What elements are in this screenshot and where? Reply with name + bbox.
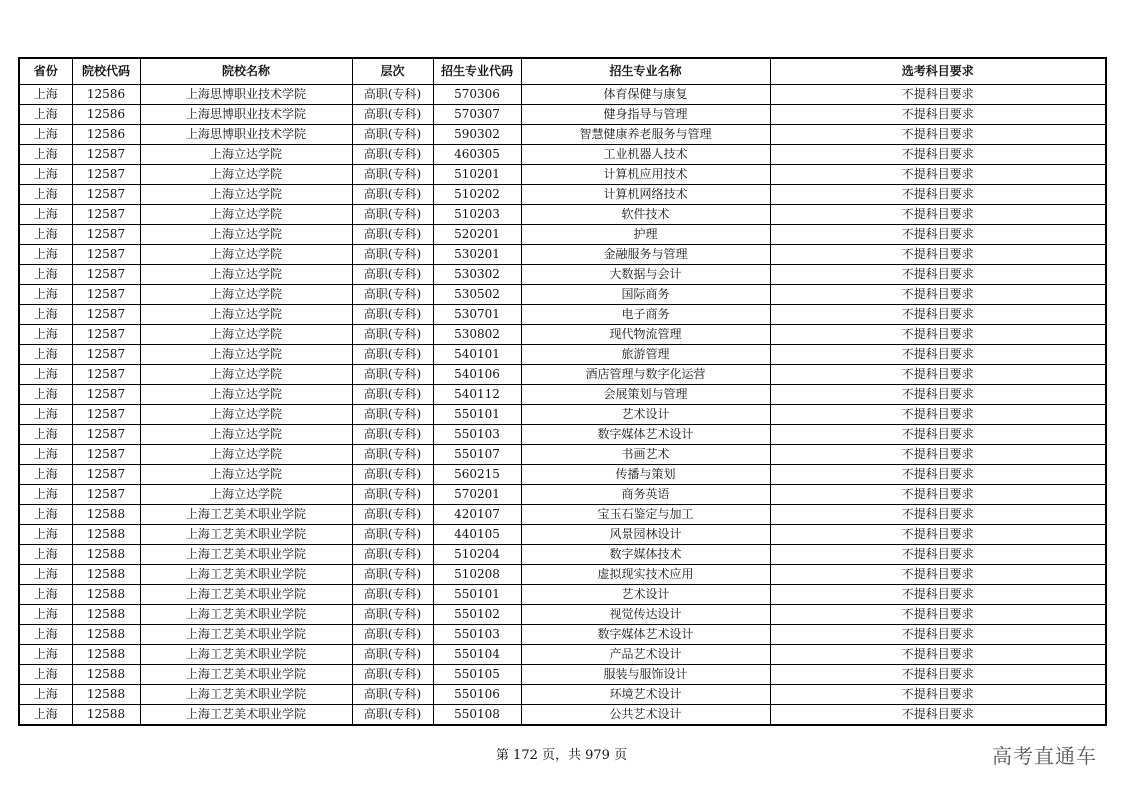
level-cell: 高职(专科) bbox=[352, 105, 433, 125]
watermark-logo: 高考直通车 bbox=[992, 744, 1097, 768]
major-code-cell: 520201 bbox=[433, 225, 521, 245]
table-row bbox=[19, 425, 1106, 445]
table-row bbox=[19, 405, 1106, 425]
major-name-cell: 金融服务与管理 bbox=[521, 245, 770, 265]
subject-requirement-cell: 不提科目要求 bbox=[770, 465, 1106, 485]
major-code-cell: 510204 bbox=[433, 545, 521, 565]
province-cell: 上海 bbox=[19, 345, 72, 365]
school-name-cell: 上海立达学院 bbox=[140, 325, 352, 345]
school-name-cell: 上海立达学院 bbox=[140, 305, 352, 325]
school-name-cell: 上海立达学院 bbox=[140, 185, 352, 205]
province-cell: 上海 bbox=[19, 205, 72, 225]
header-level: 层次 bbox=[352, 58, 433, 85]
school-name-cell: 上海立达学院 bbox=[140, 245, 352, 265]
level-cell: 高职(专科) bbox=[352, 665, 433, 685]
school-code-cell: 12587 bbox=[72, 145, 140, 165]
subject-requirement-cell: 不提科目要求 bbox=[770, 325, 1106, 345]
province-cell: 上海 bbox=[19, 485, 72, 505]
major-code-cell: 460305 bbox=[433, 145, 521, 165]
school-code-cell: 12587 bbox=[72, 245, 140, 265]
major-name-cell: 国际商务 bbox=[521, 285, 770, 305]
level-cell: 高职(专科) bbox=[352, 405, 433, 425]
province-cell: 上海 bbox=[19, 505, 72, 525]
table-row bbox=[19, 505, 1106, 525]
province-cell: 上海 bbox=[19, 305, 72, 325]
major-code-cell: 510201 bbox=[433, 165, 521, 185]
level-cell: 高职(专科) bbox=[352, 645, 433, 665]
school-code-cell: 12587 bbox=[72, 385, 140, 405]
major-code-cell: 570307 bbox=[433, 105, 521, 125]
major-name-cell: 体育保健与康复 bbox=[521, 85, 770, 105]
school-code-cell: 12587 bbox=[72, 485, 140, 505]
school-name-cell: 上海立达学院 bbox=[140, 205, 352, 225]
level-cell: 高职(专科) bbox=[352, 445, 433, 465]
subject-requirement-cell: 不提科目要求 bbox=[770, 385, 1106, 405]
level-cell: 高职(专科) bbox=[352, 245, 433, 265]
subject-requirement-cell: 不提科目要求 bbox=[770, 305, 1106, 325]
table-row bbox=[19, 565, 1106, 585]
header-school-name: 院校名称 bbox=[140, 58, 352, 85]
table-row bbox=[19, 245, 1106, 265]
school-code-cell: 12587 bbox=[72, 465, 140, 485]
table-row bbox=[19, 345, 1106, 365]
school-code-cell: 12587 bbox=[72, 325, 140, 345]
school-name-cell: 上海工艺美术职业学院 bbox=[140, 645, 352, 665]
major-name-cell: 产品艺术设计 bbox=[521, 645, 770, 665]
province-cell: 上海 bbox=[19, 565, 72, 585]
major-code-cell: 540106 bbox=[433, 365, 521, 385]
level-cell: 高职(专科) bbox=[352, 225, 433, 245]
school-code-cell: 12588 bbox=[72, 585, 140, 605]
major-name-cell: 数字媒体技术 bbox=[521, 545, 770, 565]
major-code-cell: 510202 bbox=[433, 185, 521, 205]
level-cell: 高职(专科) bbox=[352, 485, 433, 505]
subject-requirement-cell: 不提科目要求 bbox=[770, 265, 1106, 285]
major-name-cell: 工业机器人技术 bbox=[521, 145, 770, 165]
school-name-cell: 上海立达学院 bbox=[140, 385, 352, 405]
major-name-cell: 旅游管理 bbox=[521, 345, 770, 365]
school-code-cell: 12586 bbox=[72, 105, 140, 125]
major-code-cell: 550103 bbox=[433, 625, 521, 645]
major-code-cell: 570306 bbox=[433, 85, 521, 105]
table-row bbox=[19, 445, 1106, 465]
subject-requirement-cell: 不提科目要求 bbox=[770, 105, 1106, 125]
province-cell: 上海 bbox=[19, 105, 72, 125]
subject-requirement-cell: 不提科目要求 bbox=[770, 645, 1106, 665]
major-name-cell: 虚拟现实技术应用 bbox=[521, 565, 770, 585]
subject-requirement-cell: 不提科目要求 bbox=[770, 445, 1106, 465]
table-row bbox=[19, 265, 1106, 285]
major-name-cell: 计算机网络技术 bbox=[521, 185, 770, 205]
province-cell: 上海 bbox=[19, 525, 72, 545]
province-cell: 上海 bbox=[19, 285, 72, 305]
major-name-cell: 数字媒体艺术设计 bbox=[521, 425, 770, 445]
school-name-cell: 上海工艺美术职业学院 bbox=[140, 625, 352, 645]
school-code-cell: 12586 bbox=[72, 85, 140, 105]
table-row bbox=[19, 625, 1106, 645]
major-code-cell: 420107 bbox=[433, 505, 521, 525]
table-row bbox=[19, 165, 1106, 185]
level-cell: 高职(专科) bbox=[352, 385, 433, 405]
page-number: 第 172 页，共 979 页 bbox=[495, 748, 628, 763]
major-code-cell: 530701 bbox=[433, 305, 521, 325]
major-name-cell: 服装与服饰设计 bbox=[521, 665, 770, 685]
major-name-cell: 电子商务 bbox=[521, 305, 770, 325]
school-name-cell: 上海思博职业技术学院 bbox=[140, 125, 352, 145]
province-cell: 上海 bbox=[19, 685, 72, 705]
school-code-cell: 12588 bbox=[72, 625, 140, 645]
province-cell: 上海 bbox=[19, 365, 72, 385]
province-cell: 上海 bbox=[19, 645, 72, 665]
province-cell: 上海 bbox=[19, 605, 72, 625]
major-name-cell: 数字媒体艺术设计 bbox=[521, 625, 770, 645]
school-code-cell: 12588 bbox=[72, 705, 140, 726]
school-name-cell: 上海立达学院 bbox=[140, 265, 352, 285]
major-code-cell: 510203 bbox=[433, 205, 521, 225]
school-code-cell: 12588 bbox=[72, 505, 140, 525]
level-cell: 高职(专科) bbox=[352, 345, 433, 365]
province-cell: 上海 bbox=[19, 545, 72, 565]
table-header-row bbox=[19, 58, 1106, 85]
major-name-cell: 环境艺术设计 bbox=[521, 685, 770, 705]
level-cell: 高职(专科) bbox=[352, 425, 433, 445]
level-cell: 高职(专科) bbox=[352, 545, 433, 565]
table-row bbox=[19, 525, 1106, 545]
level-cell: 高职(专科) bbox=[352, 505, 433, 525]
subject-requirement-cell: 不提科目要求 bbox=[770, 685, 1106, 705]
province-cell: 上海 bbox=[19, 425, 72, 445]
subject-requirement-cell: 不提科目要求 bbox=[770, 425, 1106, 445]
school-name-cell: 上海工艺美术职业学院 bbox=[140, 585, 352, 605]
subject-requirement-cell: 不提科目要求 bbox=[770, 365, 1106, 385]
school-code-cell: 12588 bbox=[72, 685, 140, 705]
major-name-cell: 艺术设计 bbox=[521, 585, 770, 605]
subject-requirement-cell: 不提科目要求 bbox=[770, 505, 1106, 525]
school-name-cell: 上海立达学院 bbox=[140, 465, 352, 485]
table-row bbox=[19, 325, 1106, 345]
school-code-cell: 12587 bbox=[72, 445, 140, 465]
level-cell: 高职(专科) bbox=[352, 125, 433, 145]
subject-requirement-cell: 不提科目要求 bbox=[770, 205, 1106, 225]
school-code-cell: 12587 bbox=[72, 265, 140, 285]
level-cell: 高职(专科) bbox=[352, 465, 433, 485]
major-name-cell: 视觉传达设计 bbox=[521, 605, 770, 625]
major-code-cell: 540101 bbox=[433, 345, 521, 365]
level-cell: 高职(专科) bbox=[352, 685, 433, 705]
major-code-cell: 550107 bbox=[433, 445, 521, 465]
table-row bbox=[19, 385, 1106, 405]
subject-requirement-cell: 不提科目要求 bbox=[770, 565, 1106, 585]
level-cell: 高职(专科) bbox=[352, 525, 433, 545]
school-name-cell: 上海工艺美术职业学院 bbox=[140, 545, 352, 565]
major-name-cell: 风景园林设计 bbox=[521, 525, 770, 545]
subject-requirement-cell: 不提科目要求 bbox=[770, 705, 1106, 726]
table-row bbox=[19, 205, 1106, 225]
major-code-cell: 510208 bbox=[433, 565, 521, 585]
school-code-cell: 12587 bbox=[72, 405, 140, 425]
province-cell: 上海 bbox=[19, 325, 72, 345]
table-row bbox=[19, 485, 1106, 505]
major-name-cell: 会展策划与管理 bbox=[521, 385, 770, 405]
subject-requirement-cell: 不提科目要求 bbox=[770, 605, 1106, 625]
table-body bbox=[19, 85, 1106, 726]
school-code-cell: 12587 bbox=[72, 345, 140, 365]
school-name-cell: 上海立达学院 bbox=[140, 285, 352, 305]
school-code-cell: 12588 bbox=[72, 525, 140, 545]
school-name-cell: 上海工艺美术职业学院 bbox=[140, 685, 352, 705]
school-name-cell: 上海工艺美术职业学院 bbox=[140, 705, 352, 726]
level-cell: 高职(专科) bbox=[352, 365, 433, 385]
subject-requirement-cell: 不提科目要求 bbox=[770, 545, 1106, 565]
province-cell: 上海 bbox=[19, 405, 72, 425]
table-row bbox=[19, 365, 1106, 385]
header-school-code: 院校代码 bbox=[72, 58, 140, 85]
school-code-cell: 12588 bbox=[72, 545, 140, 565]
subject-requirement-cell: 不提科目要求 bbox=[770, 125, 1106, 145]
school-name-cell: 上海思博职业技术学院 bbox=[140, 105, 352, 125]
major-code-cell: 550108 bbox=[433, 705, 521, 726]
subject-requirement-cell: 不提科目要求 bbox=[770, 145, 1106, 165]
school-name-cell: 上海立达学院 bbox=[140, 425, 352, 445]
level-cell: 高职(专科) bbox=[352, 325, 433, 345]
table-row bbox=[19, 705, 1106, 726]
province-cell: 上海 bbox=[19, 225, 72, 245]
school-code-cell: 12587 bbox=[72, 165, 140, 185]
school-code-cell: 12587 bbox=[72, 425, 140, 445]
province-cell: 上海 bbox=[19, 585, 72, 605]
enrollment-table bbox=[18, 57, 1107, 726]
school-name-cell: 上海工艺美术职业学院 bbox=[140, 665, 352, 685]
province-cell: 上海 bbox=[19, 265, 72, 285]
subject-requirement-cell: 不提科目要求 bbox=[770, 345, 1106, 365]
major-code-cell: 550101 bbox=[433, 585, 521, 605]
level-cell: 高职(专科) bbox=[352, 265, 433, 285]
table-row bbox=[19, 605, 1106, 625]
major-name-cell: 艺术设计 bbox=[521, 405, 770, 425]
subject-requirement-cell: 不提科目要求 bbox=[770, 245, 1106, 265]
table-row bbox=[19, 285, 1106, 305]
table-row bbox=[19, 145, 1106, 165]
major-code-cell: 550103 bbox=[433, 425, 521, 445]
major-code-cell: 540112 bbox=[433, 385, 521, 405]
header-major-code: 招生专业代码 bbox=[433, 58, 521, 85]
subject-requirement-cell: 不提科目要求 bbox=[770, 625, 1106, 645]
subject-requirement-cell: 不提科目要求 bbox=[770, 185, 1106, 205]
major-code-cell: 550104 bbox=[433, 645, 521, 665]
level-cell: 高职(专科) bbox=[352, 305, 433, 325]
major-name-cell: 软件技术 bbox=[521, 205, 770, 225]
major-code-cell: 440105 bbox=[433, 525, 521, 545]
school-code-cell: 12588 bbox=[72, 645, 140, 665]
level-cell: 高职(专科) bbox=[352, 145, 433, 165]
major-code-cell: 560215 bbox=[433, 465, 521, 485]
level-cell: 高职(专科) bbox=[352, 165, 433, 185]
school-code-cell: 12587 bbox=[72, 305, 140, 325]
province-cell: 上海 bbox=[19, 245, 72, 265]
school-name-cell: 上海工艺美术职业学院 bbox=[140, 505, 352, 525]
major-name-cell: 现代物流管理 bbox=[521, 325, 770, 345]
school-code-cell: 12587 bbox=[72, 285, 140, 305]
school-name-cell: 上海立达学院 bbox=[140, 405, 352, 425]
table-row bbox=[19, 125, 1106, 145]
major-name-cell: 商务英语 bbox=[521, 485, 770, 505]
major-name-cell: 大数据与会计 bbox=[521, 265, 770, 285]
level-cell: 高职(专科) bbox=[352, 705, 433, 726]
school-code-cell: 12588 bbox=[72, 605, 140, 625]
level-cell: 高职(专科) bbox=[352, 205, 433, 225]
table-row bbox=[19, 225, 1106, 245]
major-code-cell: 570201 bbox=[433, 485, 521, 505]
school-name-cell: 上海立达学院 bbox=[140, 445, 352, 465]
school-code-cell: 12587 bbox=[72, 205, 140, 225]
school-name-cell: 上海立达学院 bbox=[140, 165, 352, 185]
table-row bbox=[19, 645, 1106, 665]
school-code-cell: 12588 bbox=[72, 565, 140, 585]
province-cell: 上海 bbox=[19, 465, 72, 485]
subject-requirement-cell: 不提科目要求 bbox=[770, 85, 1106, 105]
province-cell: 上海 bbox=[19, 665, 72, 685]
major-code-cell: 550106 bbox=[433, 685, 521, 705]
table-row bbox=[19, 585, 1106, 605]
subject-requirement-cell: 不提科目要求 bbox=[770, 525, 1106, 545]
major-name-cell: 公共艺术设计 bbox=[521, 705, 770, 726]
school-code-cell: 12587 bbox=[72, 225, 140, 245]
major-code-cell: 530302 bbox=[433, 265, 521, 285]
major-name-cell: 智慧健康养老服务与管理 bbox=[521, 125, 770, 145]
province-cell: 上海 bbox=[19, 165, 72, 185]
major-name-cell: 健身指导与管理 bbox=[521, 105, 770, 125]
level-cell: 高职(专科) bbox=[352, 585, 433, 605]
subject-requirement-cell: 不提科目要求 bbox=[770, 485, 1106, 505]
major-name-cell: 酒店管理与数字化运营 bbox=[521, 365, 770, 385]
school-code-cell: 12587 bbox=[72, 185, 140, 205]
major-code-cell: 550102 bbox=[433, 605, 521, 625]
major-code-cell: 530502 bbox=[433, 285, 521, 305]
major-name-cell: 宝玉石鉴定与加工 bbox=[521, 505, 770, 525]
province-cell: 上海 bbox=[19, 705, 72, 726]
level-cell: 高职(专科) bbox=[352, 285, 433, 305]
school-name-cell: 上海工艺美术职业学院 bbox=[140, 605, 352, 625]
table-row bbox=[19, 665, 1106, 685]
table-row bbox=[19, 305, 1106, 325]
province-cell: 上海 bbox=[19, 445, 72, 465]
subject-requirement-cell: 不提科目要求 bbox=[770, 225, 1106, 245]
level-cell: 高职(专科) bbox=[352, 185, 433, 205]
header-subject-requirement: 选考科目要求 bbox=[770, 58, 1106, 85]
province-cell: 上海 bbox=[19, 385, 72, 405]
school-name-cell: 上海工艺美术职业学院 bbox=[140, 565, 352, 585]
major-code-cell: 530201 bbox=[433, 245, 521, 265]
table-row bbox=[19, 545, 1106, 565]
school-name-cell: 上海立达学院 bbox=[140, 345, 352, 365]
school-code-cell: 12588 bbox=[72, 665, 140, 685]
subject-requirement-cell: 不提科目要求 bbox=[770, 405, 1106, 425]
table-row bbox=[19, 185, 1106, 205]
school-name-cell: 上海立达学院 bbox=[140, 485, 352, 505]
major-name-cell: 护理 bbox=[521, 225, 770, 245]
school-name-cell: 上海立达学院 bbox=[140, 365, 352, 385]
school-name-cell: 上海立达学院 bbox=[140, 225, 352, 245]
major-name-cell: 传播与策划 bbox=[521, 465, 770, 485]
province-cell: 上海 bbox=[19, 125, 72, 145]
school-code-cell: 12587 bbox=[72, 365, 140, 385]
table-row bbox=[19, 85, 1106, 105]
province-cell: 上海 bbox=[19, 145, 72, 165]
subject-requirement-cell: 不提科目要求 bbox=[770, 285, 1106, 305]
subject-requirement-cell: 不提科目要求 bbox=[770, 585, 1106, 605]
province-cell: 上海 bbox=[19, 185, 72, 205]
school-name-cell: 上海思博职业技术学院 bbox=[140, 85, 352, 105]
major-code-cell: 550105 bbox=[433, 665, 521, 685]
major-code-cell: 530802 bbox=[433, 325, 521, 345]
school-code-cell: 12586 bbox=[72, 125, 140, 145]
major-code-cell: 550101 bbox=[433, 405, 521, 425]
subject-requirement-cell: 不提科目要求 bbox=[770, 665, 1106, 685]
level-cell: 高职(专科) bbox=[352, 605, 433, 625]
major-name-cell: 计算机应用技术 bbox=[521, 165, 770, 185]
level-cell: 高职(专科) bbox=[352, 625, 433, 645]
level-cell: 高职(专科) bbox=[352, 565, 433, 585]
header-province: 省份 bbox=[19, 58, 72, 85]
table-row bbox=[19, 465, 1106, 485]
school-name-cell: 上海立达学院 bbox=[140, 145, 352, 165]
province-cell: 上海 bbox=[19, 85, 72, 105]
table-row bbox=[19, 105, 1106, 125]
major-code-cell: 590302 bbox=[433, 125, 521, 145]
major-name-cell: 书画艺术 bbox=[521, 445, 770, 465]
school-name-cell: 上海工艺美术职业学院 bbox=[140, 525, 352, 545]
subject-requirement-cell: 不提科目要求 bbox=[770, 165, 1106, 185]
level-cell: 高职(专科) bbox=[352, 85, 433, 105]
table-row bbox=[19, 685, 1106, 705]
province-cell: 上海 bbox=[19, 625, 72, 645]
header-major-name: 招生专业名称 bbox=[521, 58, 770, 85]
